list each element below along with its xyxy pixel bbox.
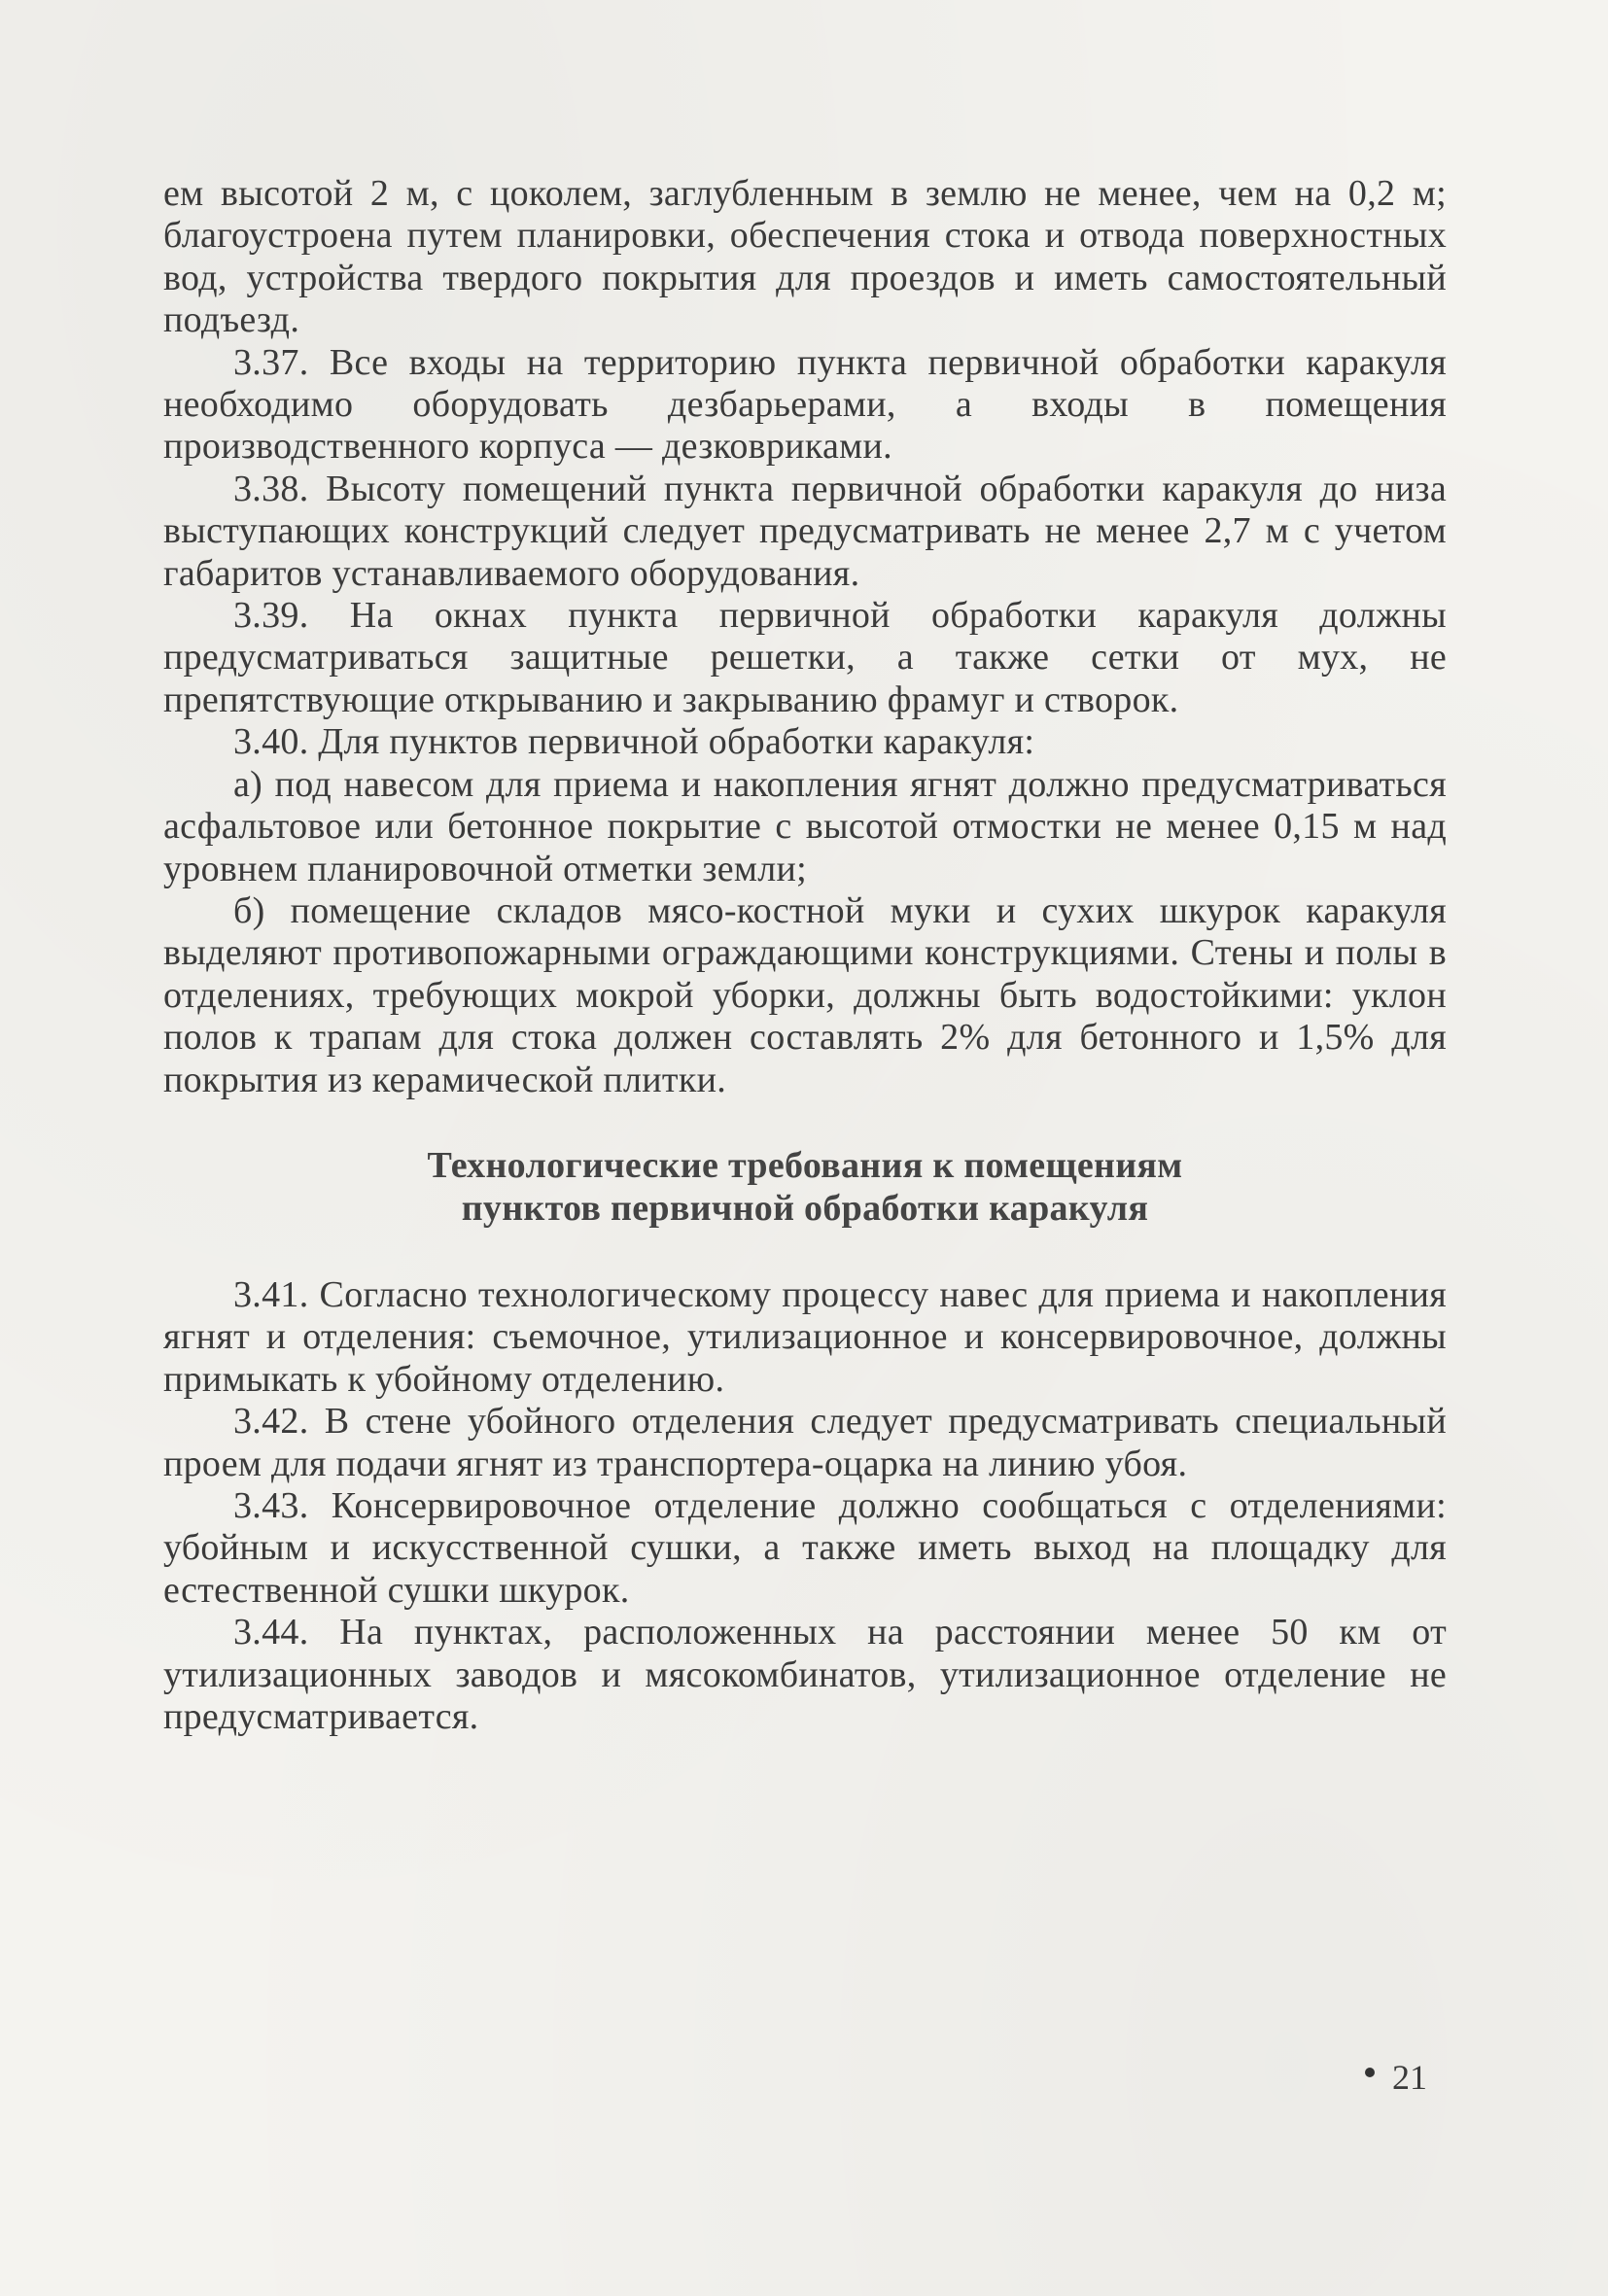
paragraph-3-39: 3.39. На окнах пункта первичной обработки каракуля должны предусматриваться защитные решетки, а также сетки от мух, не препятствующие открыванию и закрыванию фрамуг и створок. xyxy=(163,595,1447,720)
paragraph-3-36-continuation: ем высотой 2 м, с цоколем, заглубленным в землю не менее, чем на 0,2 м; благоустроена путем планировки, обеспечения стока и отвода поверхностных вод, устройства твердого покрытия для проездов и иметь самостоятельный подъезд. xyxy=(163,173,1447,341)
paragraph-3-40-a: а) под навесом для приема и накопления ягнят должно предусматриваться асфальтовое или бетонное покрытие с высотой отмостки не менее 0,15 м над уровнем планировочной отметки земли; xyxy=(163,763,1447,889)
paragraph-3-41: 3.41. Согласно технологическому процессу навес для приема и накопления ягнят и отделения: съемочное, утилизационное и консервировочное, должны примыкать к убойному отделению. xyxy=(163,1273,1447,1400)
paragraph-3-42: 3.42. В стене убойного отделения следует предусматривать специальный проем для подачи ягнят из транспортера-оцарка на линию убоя. xyxy=(163,1401,1447,1484)
section-heading-line-2: пунктов первичной обработки каракуля xyxy=(461,1187,1149,1229)
paragraph-3-40: 3.40. Для пунктов первичной обработки каракуля: xyxy=(233,721,1035,763)
paragraph-3-44: 3.44. На пунктах, расположенных на расстоянии менее 50 км от утилизационных заводов и мясокомбинатов, утилизационное отделение не предусматривается. xyxy=(163,1612,1447,1737)
paragraph-3-43: 3.43. Консервировочное отделение должно сообщаться с отделениями: убойным и искусственной сушки, а также иметь выход на площадку для естественной сушки шкурок. xyxy=(163,1484,1447,1611)
page-number: 21 xyxy=(1392,2058,1427,2097)
document-body xyxy=(163,173,1447,1738)
paragraph-3-40-b: б) помещение складов мясо-костной муки и сухих шкурок каракуля выделяют противопожарными ограждающими конструкциями. Стены и полы в отделениях, требующих мокрой уборки, должны быть водостойкими: уклон полов к трапам для стока должен составлять 2% для бетонного и 1,5% для покрытия из керамической плитки. xyxy=(163,889,1447,1100)
section-heading-line-1: Технологические требования к помещениям xyxy=(427,1144,1183,1186)
paragraph-3-38: 3.38. Высоту помещений пункта первичной обработки каракуля до низа выступающих конструкций следует предусматривать не менее 2,7 м с учетом габаритов устанавливаемого оборудования. xyxy=(163,468,1447,594)
section-heading xyxy=(163,1144,1447,1230)
paragraph-3-37: 3.37. Все входы на территорию пункта первичной обработки каракуля необходимо оборудовать дезбарьерами, а входы в помещения производственного корпуса — дезковриками. xyxy=(163,341,1447,468)
bullet-dot-icon xyxy=(1365,2068,1375,2077)
